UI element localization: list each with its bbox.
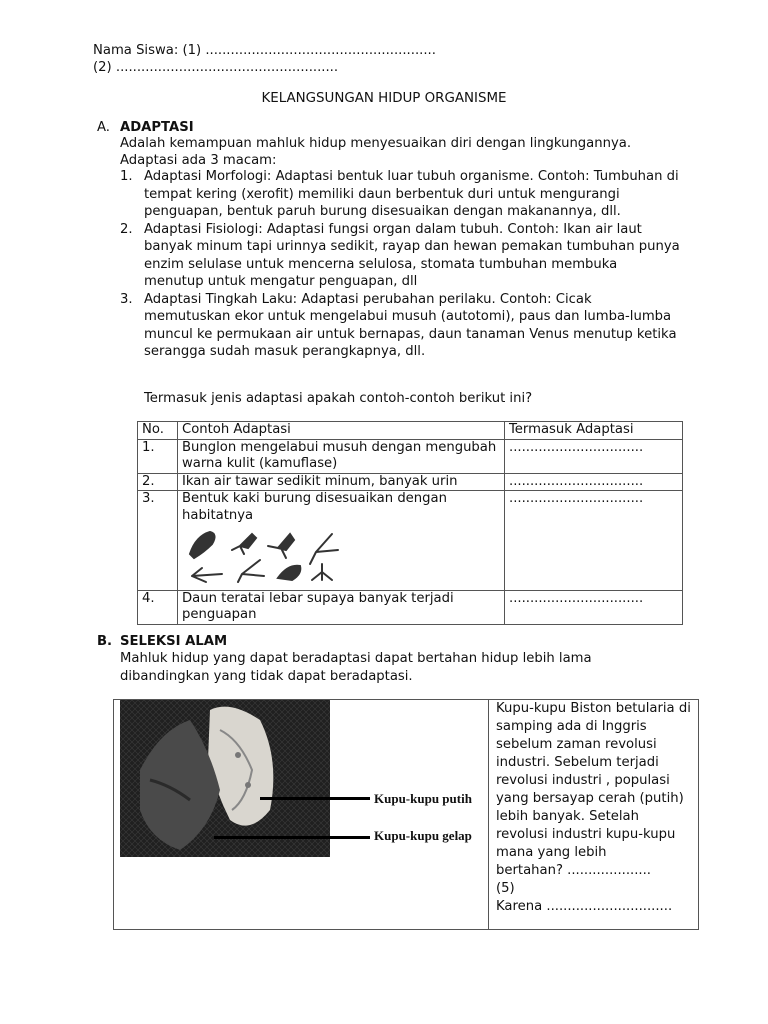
- page-title: KELANGSUNGAN HIDUP ORGANISME: [261, 91, 507, 106]
- table-row: [138, 491, 683, 591]
- table-row: [138, 590, 683, 624]
- row-number: 3.: [138, 491, 178, 591]
- column-header-answer: Termasuk Adaptasi: [505, 422, 683, 440]
- moth-illustration: [120, 700, 330, 857]
- section-a-letter: A.: [97, 120, 110, 135]
- answer-blank[interactable]: ................................: [505, 473, 683, 491]
- row-example: Bentuk kaki burung disesuaikan dengan habitatnya: [182, 491, 447, 523]
- list-item-number: 1.: [120, 169, 133, 184]
- moth-description-cell: [496, 700, 694, 916]
- section-a-intro-definition: Adalah kemampuan mahluk hidup menyesuaikan diri dengan lingkungannya.: [120, 136, 632, 151]
- row-number: 1.: [138, 439, 178, 473]
- answer-blank[interactable]: ................................: [505, 439, 683, 473]
- column-header-example: Contoh Adaptasi: [178, 422, 505, 440]
- column-header-no: No.: [138, 422, 178, 440]
- section-b-letter: B.: [97, 634, 113, 649]
- answer-blank[interactable]: ................................: [505, 491, 683, 591]
- bird-foot-icon: [232, 534, 256, 554]
- table-row: [138, 439, 683, 473]
- moth-description: Kupu-kupu Biston betularia di samping ada di Inggris sebelum zaman revolusi industri. Sebelum terjadi revolusi industri , populasi yang bersayap cerah (putih) lebih banyak. Setelah revolusi industri kupu-kupu mana yang lebih: [496, 701, 691, 860]
- dark-moth-pointer: [214, 836, 370, 839]
- row-number: 2.: [138, 473, 178, 491]
- row-number: 4.: [138, 590, 178, 624]
- section-b-intro: Mahluk hidup yang dapat beradaptasi dapat bertahan hidup lebih lama dibandingkan yang tidak dapat beradaptasi.: [120, 651, 592, 684]
- list-item-number: 2.: [120, 221, 133, 237]
- label-dark-moth: Kupu-kupu gelap: [374, 828, 472, 843]
- table-header-row: [138, 422, 683, 440]
- section-a-heading: ADAPTASI: [120, 120, 194, 135]
- student-name-line-1: Nama Siswa: (1) .......................................................: [93, 43, 436, 58]
- row-example-with-figure: [178, 491, 505, 591]
- bird-foot-icon: [278, 566, 300, 580]
- list-item-number: 3.: [120, 291, 133, 307]
- list-item-text: Adaptasi Morfologi: Adaptasi bentuk luar tubuh organisme. Contoh: Tumbuhan di tempat kering (xerofit) memiliki daun berbentuk duri untuk mengurangi penguapan, bentuk paruh burung disesuaikan dengan makanannya, dll.: [144, 169, 679, 219]
- list-item: [120, 221, 680, 291]
- peppered-moth-photo: [120, 700, 330, 857]
- survival-question[interactable]: bertahan? ....................: [496, 863, 651, 878]
- bird-feet-illustration: [182, 524, 352, 584]
- label-white-moth: Kupu-kupu putih: [374, 791, 472, 806]
- list-item: [120, 168, 680, 221]
- exercise-question: Termasuk jenis adaptasi apakah contoh-contoh berikut ini?: [144, 391, 533, 406]
- row-example: Ikan air tawar sedikit minum, banyak urin: [178, 473, 505, 491]
- white-moth-pointer: [260, 797, 370, 800]
- bird-foot-icon: [238, 560, 264, 582]
- reason-line[interactable]: Karena ..............................: [496, 899, 673, 914]
- bird-foot-icon: [190, 532, 215, 558]
- bird-foot-icon: [312, 564, 332, 580]
- natural-selection-box: [113, 699, 699, 930]
- section-b-heading: SELEKSI ALAM: [120, 634, 228, 649]
- student-name-line-2: (2) .....................................................: [93, 60, 339, 75]
- bird-foot-icon: [268, 534, 294, 558]
- table-row: [138, 473, 683, 491]
- column-divider: [488, 700, 489, 929]
- adaptation-types-list: [120, 168, 680, 361]
- row-example: Daun teratai lebar supaya banyak terjadi penguapan: [178, 590, 505, 624]
- row-example: Bunglon mengelabui musuh dengan mengubah warna kulit (kamuflase): [178, 439, 505, 473]
- section-a-intro-types: Adaptasi ada 3 macam:: [120, 153, 277, 168]
- list-item: [120, 291, 680, 361]
- points-value: (5): [496, 881, 515, 896]
- list-item-text: Adaptasi Tingkah Laku: Adaptasi perubahan perilaku. Contoh: Cicak memutuskan ekor untuk mengelabui musuh (autotomi), paus dan lumba-lumba muncul ke permukaan air untuk bernapas, daun tanaman Venus menutup ketika serangga sudah masuk perangkapnya, dll.: [144, 291, 677, 359]
- bird-foot-icon: [192, 568, 222, 582]
- list-item-text: Adaptasi Fisiologi: Adaptasi fungsi organ dalam tubuh. Contoh: Ikan air laut banyak minum tapi urinnya sedikit, rayap dan hewan pemakan tumbuhan punya enzim selulase untuk mencerna selulosa, stomata tumbuhan membuka menutup untuk mengatur penguapan, dll: [144, 221, 680, 289]
- adaptation-exercise-table: [137, 421, 683, 625]
- bird-foot-icon: [310, 534, 338, 564]
- answer-blank[interactable]: ................................: [505, 590, 683, 624]
